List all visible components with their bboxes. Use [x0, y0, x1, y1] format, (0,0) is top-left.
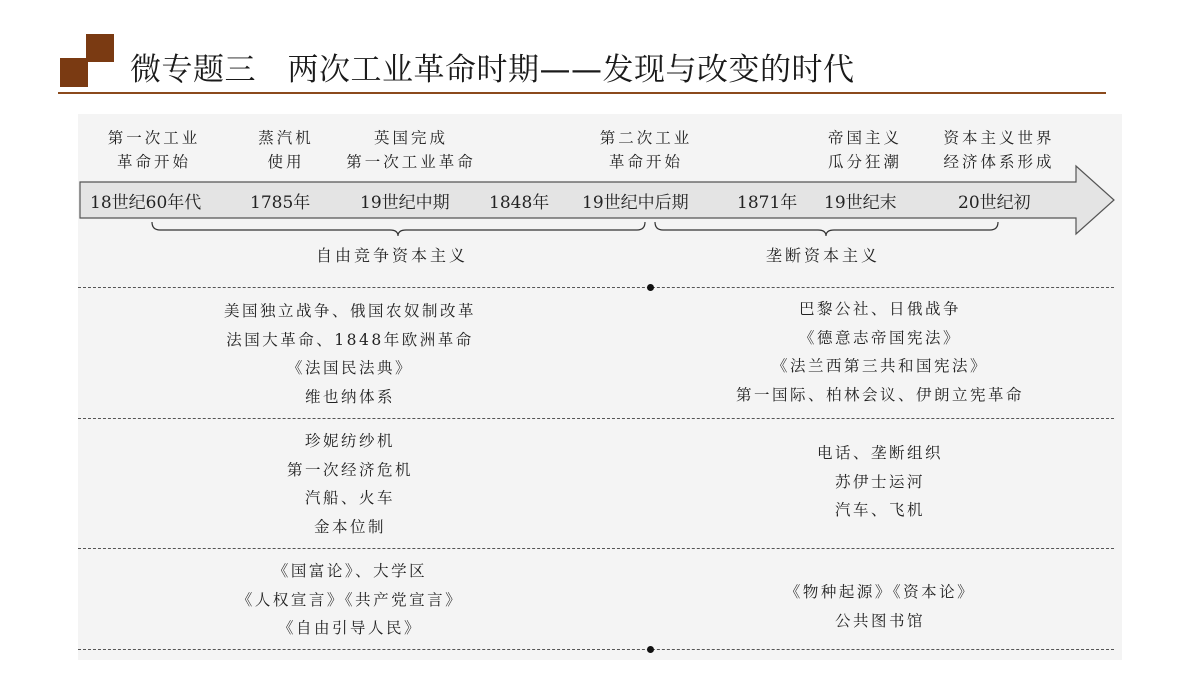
separator-4: [78, 649, 1114, 650]
list-item: 巴黎公社、日俄战争: [798, 300, 961, 318]
list-item: 公共图书馆: [834, 611, 925, 630]
event-line: 革命开始: [116, 153, 191, 171]
timeline-date-1: 18世纪60年代: [90, 193, 202, 213]
list-item: 《物种起源》《资本论》: [784, 583, 976, 601]
timeline-date-8: 20世纪初: [958, 193, 1031, 213]
timeline-date-3: 19世纪中期: [360, 193, 450, 213]
culture-left: [190, 557, 510, 643]
separator-3: [78, 548, 1114, 549]
list-item: 《德意志帝国宪法》: [798, 328, 961, 347]
list-item: 《法兰西第三共和国宪法》: [771, 357, 988, 375]
list-item: 金本位制: [313, 517, 386, 536]
list-item: 第一次经济危机: [286, 460, 413, 479]
event-line: 经济体系形成: [943, 153, 1055, 171]
page-title: 微专题三 两次工业革命时期——发现与改变的时代: [130, 52, 855, 88]
list-item: 珍妮纺纱机: [304, 432, 395, 450]
separator-2: [78, 418, 1114, 419]
list-item: 汽车、飞机: [834, 501, 925, 519]
event-line: 蒸汽机: [258, 129, 314, 147]
economy-right: [760, 439, 1000, 525]
list-item: 汽船、火车: [304, 489, 395, 507]
list-item: 第一国际、柏林会议、伊朗立宪革命: [735, 385, 1024, 404]
event-line: 资本主义世界: [943, 129, 1055, 147]
list-item: 法国大革命、1848年欧洲革命: [226, 330, 474, 349]
era-monopoly: 垄断资本主义: [766, 246, 881, 265]
event-line: 革命开始: [608, 153, 683, 171]
event-line: 帝国主义: [827, 129, 902, 147]
event-line: 英国完成: [373, 129, 448, 147]
list-item: 《国富论》、大学区: [272, 562, 428, 580]
list-item: 《法国民法典》: [286, 359, 413, 377]
era-brace-free-competition: [152, 222, 645, 236]
economy-left: [230, 427, 470, 541]
timeline-date-5: 19世纪中后期: [582, 193, 689, 213]
culture-right: [740, 578, 1020, 635]
event-line: 第二次工业: [599, 129, 693, 147]
era-brace-monopoly: [655, 222, 998, 236]
event-line: 瓜分狂潮: [827, 153, 902, 171]
list-item: 维也纳体系: [304, 387, 395, 406]
timeline-date-7: 19世纪末: [824, 193, 897, 213]
event-line: 第一次工业革命: [346, 153, 476, 171]
separator-1: [78, 287, 1114, 288]
era-free-competition: 自由竞争资本主义: [316, 246, 469, 265]
event-line: 第一次工业: [107, 129, 201, 147]
list-item: 《人权宣言》《共产党宣言》: [236, 590, 464, 609]
list-item: 《自由引导人民》: [277, 619, 422, 637]
list-item: 美国独立战争、俄国农奴制改革: [223, 302, 476, 320]
timeline-date-6: 1871年: [737, 193, 798, 213]
politics-left: [180, 297, 520, 411]
separator-dot: [647, 284, 654, 291]
timeline-date-2: 1785年: [250, 193, 311, 213]
politics-right: [700, 295, 1060, 409]
list-item: 苏伊士运河: [834, 472, 925, 491]
event-line: 使用: [267, 153, 305, 171]
separator-dot: [647, 646, 654, 653]
list-item: 电话、垄断组织: [816, 444, 943, 462]
timeline-date-4: 1848年: [489, 193, 550, 213]
